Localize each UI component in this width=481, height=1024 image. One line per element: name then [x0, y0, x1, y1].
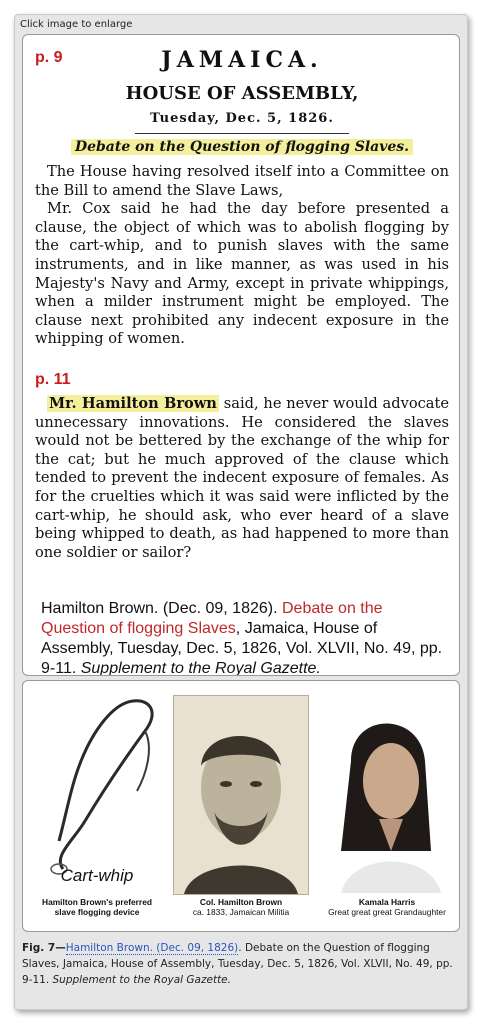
dateline: Tuesday, Dec. 5, 1826. — [150, 111, 334, 126]
whip-label: Cart-whip — [60, 866, 134, 885]
harris-caption: Kamala Harris Great great great Grandaughter — [328, 897, 446, 917]
divider — [135, 133, 349, 134]
newspaper-clipping — [35, 41, 449, 593]
figure-caption: Fig. 7—Hamilton Brown. (Dec. 09, 1826). Debate on the Question of flogging Slaves, Jamaica, House of Assembly, Tuesday, Dec. 5, 1826, Vol. XLVII, No. 49, pp. 9-11. Supplement to the Royal Gazette. — [22, 942, 453, 986]
column-text-p11 — [35, 395, 449, 562]
debate-title-highlight: Debate on the Question of flogging Slaves. — [71, 139, 413, 155]
figure-caption-link[interactable]: Hamilton Brown. (Dec. 09, 1826) — [65, 942, 239, 954]
citation-source: Supplement to the Royal Gazette. — [80, 660, 321, 676]
portrait-kamala-harris — [321, 701, 451, 893]
images-panel[interactable] — [22, 680, 460, 932]
column-text-p9 — [35, 163, 449, 349]
paragraph-3: Mr. Hamilton Brown said, he never would advocate unnecessary innovations. He considered the slaves would not be bettered by the exchange of the whip for the cat; but he much approved of the clause which tended to prevent the indecent exposure of females. As for the cruelties which it was said were inflicted by the cart-whip, he should ask, who ever heard of a slave being whipped to death, as had happened to more than one soldier or sailor? — [35, 395, 449, 561]
whip-caption: Hamilton Brown's preferred slave flogging device — [42, 897, 152, 917]
portrait-caption: Col. Hamilton Brown ca. 1833, Jamaican Militia — [192, 897, 290, 917]
page-marker-9: p. 9 — [35, 49, 63, 66]
speaker-highlight: Mr. Hamilton Brown — [49, 395, 217, 412]
cart-whip-image — [33, 691, 173, 881]
enlarge-hint: Click image to enlarge — [20, 19, 133, 30]
paragraph-2: Mr. Cox said he had the day before presented a clause, the object of which was to abolish flogging by the cart-whip, and to punish slaves with the same instruments, and in like manner, as was used in his Majesty's Navy and Army, except in private whippings, when a milder instrument might be employed. The clause next prohibited any indecent exposure in the whipping of women. — [35, 200, 449, 348]
page-marker-11: p. 11 — [35, 371, 71, 388]
house-heading: HOUSE OF ASSEMBLY, — [125, 83, 359, 104]
citation: Hamilton Brown. (Dec. 09, 1826). Debate on the Question of flogging Slaves, Jamaica, House of Assembly, Tuesday, Dec. 5, 1826, Vol. XLVII, No. 49, pp. 9-11. Supplement to the Royal Gazette. — [41, 600, 443, 676]
debate-title — [35, 139, 449, 155]
paragraph-1: The House having resolved itself into a Committee on the Bill to amend the Slave Laws, — [35, 163, 449, 199]
portrait-hamilton-brown — [173, 695, 309, 895]
newspaper-clipping-panel[interactable] — [22, 34, 460, 676]
citation-title: Debate on the Question of flogging Slaves — [41, 600, 383, 637]
masthead: JAMAICA. — [161, 47, 323, 73]
